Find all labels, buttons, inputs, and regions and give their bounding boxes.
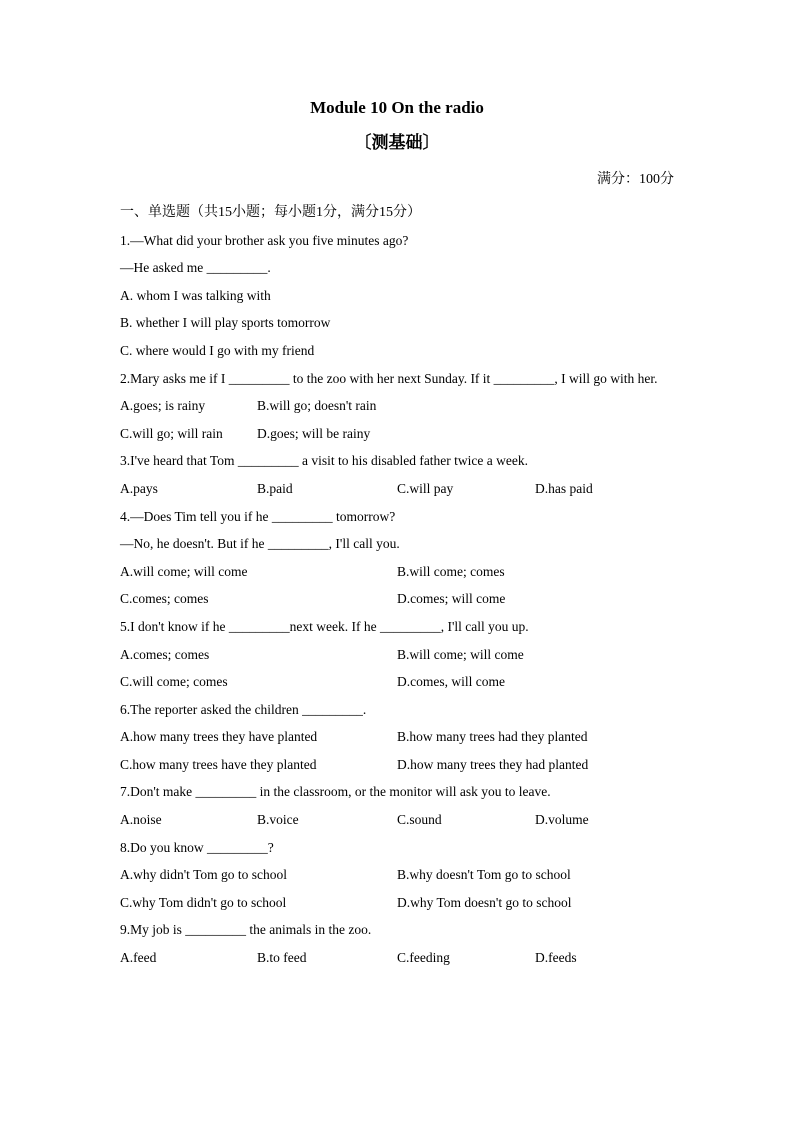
options-row — [120, 806, 680, 834]
question-9 — [120, 916, 680, 971]
question-line: 7.Don't make _________ in the classroom, or the monitor will ask you to leave. — [120, 784, 551, 800]
document-subtitle: 〔测基础〕 — [354, 133, 440, 152]
option-a: A.feed — [120, 950, 157, 966]
document-title: Module 10 On the radio — [310, 98, 484, 117]
document-body — [120, 199, 680, 972]
option-d: D.volume — [535, 812, 589, 828]
option-a: A.noise — [120, 812, 162, 828]
options-row — [120, 861, 680, 889]
options-row — [120, 723, 680, 751]
option-b: B. whether I will play sports tomorrow — [120, 315, 331, 331]
option-b: B.to feed — [257, 950, 307, 966]
section-title: 一、单选题（共15小题；每小题1分，满分15分） — [120, 205, 421, 220]
option-d: D.comes, will come — [397, 674, 505, 690]
question-line: —No, he doesn't. But if he _________, I'll call you. — [120, 536, 400, 552]
question-line: —He asked me _________. — [120, 260, 271, 276]
option-a: A.why didn't Tom go to school — [120, 867, 287, 883]
question-6 — [120, 696, 680, 779]
option-c: C.why Tom didn't go to school — [120, 894, 287, 910]
question-line: 1.—What did your brother ask you five minutes ago? — [120, 232, 409, 248]
question-line: 6.The reporter asked the children _________. — [120, 701, 367, 717]
options-row — [120, 475, 680, 503]
options-row — [120, 751, 680, 779]
option-a: A.pays — [120, 480, 158, 496]
options-row — [120, 420, 680, 448]
question-line: 2.Mary asks me if I _________ to the zoo with her next Sunday. If it _________, I will go with her. — [120, 370, 658, 386]
options-row — [120, 944, 680, 972]
option-b: B.why doesn't Tom go to school — [397, 867, 571, 883]
option-d: D.feeds — [535, 950, 577, 966]
option-b: B.how many trees had they planted — [397, 729, 588, 745]
option-d: D.comes; will come — [397, 591, 506, 607]
option-c: C.will pay — [397, 480, 454, 496]
option-a: A. whom I was talking with — [120, 287, 271, 303]
option-b: B.paid — [257, 480, 293, 496]
option-b: B.voice — [257, 812, 299, 828]
question-7 — [120, 778, 680, 833]
options-row — [120, 392, 680, 420]
option-c: C.sound — [397, 812, 442, 828]
option-a: A.goes; is rainy — [120, 398, 206, 414]
options-row — [120, 641, 680, 669]
option-a: A.how many trees they have planted — [120, 729, 318, 745]
question-line: 8.Do you know _________? — [120, 839, 274, 855]
question-1 — [120, 227, 680, 365]
option-a: A.will come; will come — [120, 563, 248, 579]
option-d: D.why Tom doesn't go to school — [397, 894, 572, 910]
question-line: 3.I've heard that Tom _________ a visit to his disabled father twice a week. — [120, 453, 529, 469]
option-b: B.will go; doesn't rain — [257, 398, 377, 414]
question-3 — [120, 447, 680, 502]
question-8 — [120, 834, 680, 917]
options-row — [120, 668, 680, 696]
option-a: A.comes; comes — [120, 646, 210, 662]
options-row — [120, 558, 680, 586]
options-row — [120, 585, 680, 613]
question-5 — [120, 613, 680, 696]
option-c: C. where would I go with my friend — [120, 342, 315, 358]
question-line: 9.My job is _________ the animals in the zoo. — [120, 922, 372, 938]
question-line: 5.I don't know if he _________next week. If he _________, I'll call you up. — [120, 618, 529, 634]
option-d: D.how many trees they had planted — [397, 756, 589, 772]
option-c: C.will come; comes — [120, 674, 228, 690]
options-row — [120, 889, 680, 917]
option-c: C.how many trees have they planted — [120, 756, 317, 772]
question-2 — [120, 365, 680, 448]
option-b: B.will come; will come — [397, 646, 524, 662]
question-line: 4.—Does Tim tell you if he _________ tomorrow? — [120, 508, 396, 524]
option-c: C.will go; will rain — [120, 425, 223, 441]
total-score: 满分：100分 — [597, 172, 674, 187]
option-c: C.comes; comes — [120, 591, 209, 607]
question-4 — [120, 503, 680, 613]
option-c: C.feeding — [397, 950, 450, 966]
option-b: B.will come; comes — [397, 563, 505, 579]
option-d: D.goes; will be rainy — [257, 425, 371, 441]
option-d: D.has paid — [535, 480, 593, 496]
